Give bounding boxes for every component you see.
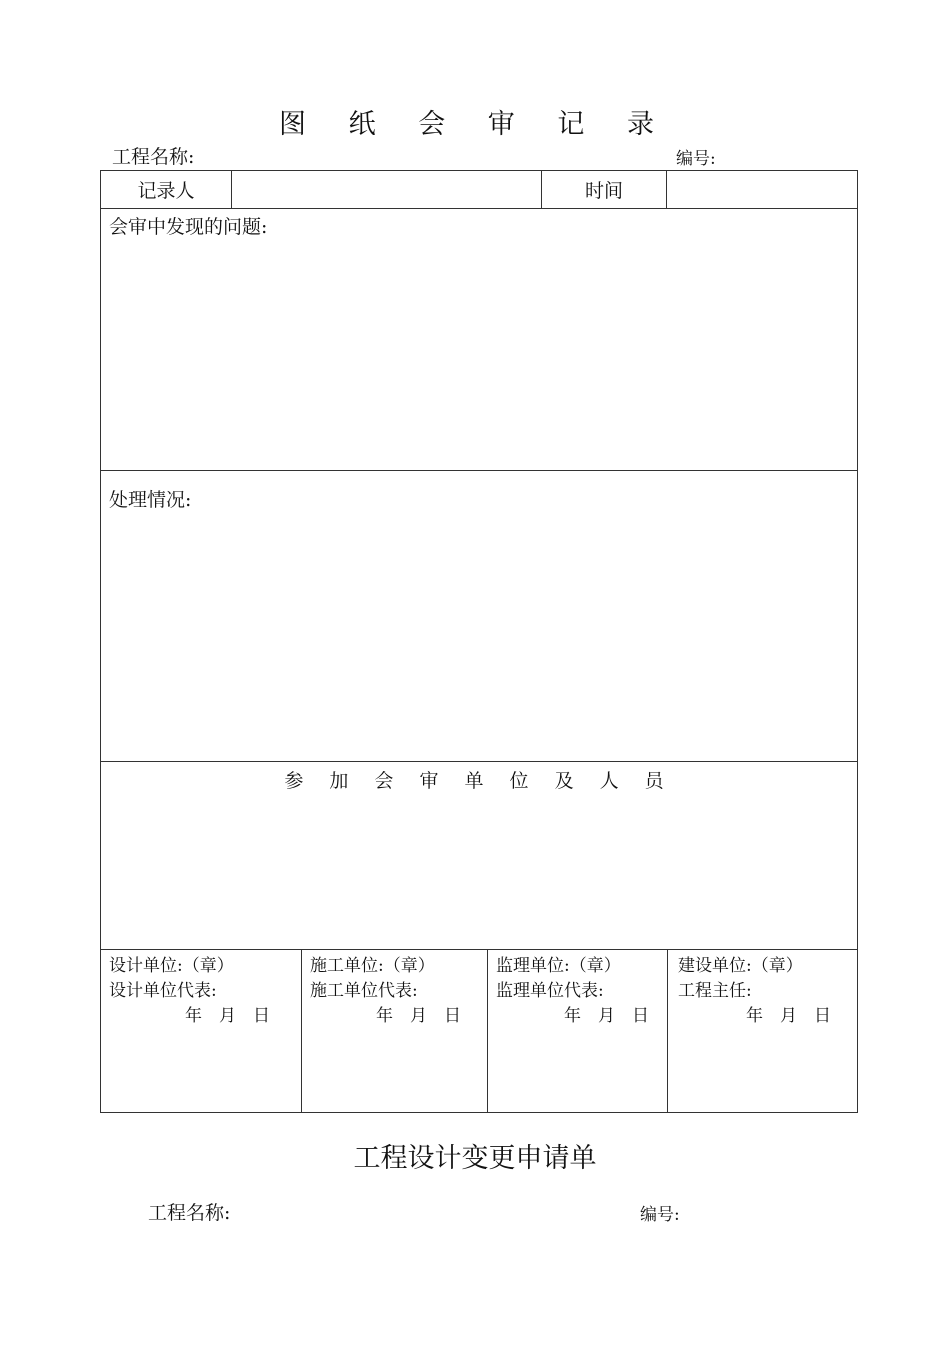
design-date-label: 年 月 日 xyxy=(185,1006,270,1026)
col-divider xyxy=(487,949,488,1113)
issues-label: 会审中发现的问题: xyxy=(109,216,268,238)
time-label: 时间 xyxy=(584,180,623,202)
construction-unit-label: 施工单位:（章） xyxy=(310,956,435,976)
design-unit-label: 设计单位:（章） xyxy=(109,956,234,976)
row-divider xyxy=(100,470,858,471)
supervision-unit-label: 监理单位:（章） xyxy=(496,956,621,976)
col-divider xyxy=(667,949,668,1113)
recorder-label: 记录人 xyxy=(137,180,195,202)
col-divider xyxy=(231,170,232,209)
signature-block-design[interactable] xyxy=(109,954,297,1029)
supervision-date-label: 年 月 日 xyxy=(564,1006,649,1026)
owner-rep-label: 工程主任: xyxy=(678,981,752,1001)
form2-number-label: 编号: xyxy=(640,1205,680,1225)
handling-label: 处理情况: xyxy=(109,489,192,511)
construction-rep-label: 施工单位代表: xyxy=(310,981,418,1001)
design-rep-label: 设计单位代表: xyxy=(109,981,217,1001)
row-divider xyxy=(100,949,858,950)
form-title: 图 纸 会 审 记 录 xyxy=(279,109,671,140)
owner-unit-label: 建设单位:（章） xyxy=(678,956,803,976)
participants-field[interactable] xyxy=(102,795,856,947)
row-divider xyxy=(100,208,858,209)
signature-block-owner[interactable] xyxy=(678,954,854,1029)
construction-date-label: 年 月 日 xyxy=(376,1006,461,1026)
supervision-rep-label: 监理单位代表: xyxy=(496,981,604,1001)
recorder-field[interactable] xyxy=(233,172,539,207)
participants-heading: 参 加 会 审 单 位 及 人 员 xyxy=(284,770,674,792)
signature-block-construction[interactable] xyxy=(310,954,484,1029)
issues-field[interactable] xyxy=(102,238,856,468)
col-divider xyxy=(666,170,667,209)
signature-block-supervision[interactable] xyxy=(496,954,664,1029)
number-label: 编号: xyxy=(676,149,716,169)
form2-project-name-label: 工程名称: xyxy=(148,1202,231,1224)
form2-title: 工程设计变更申请单 xyxy=(353,1143,597,1174)
row-divider xyxy=(100,761,858,762)
project-name-label: 工程名称: xyxy=(112,146,195,168)
time-field[interactable] xyxy=(668,172,856,207)
owner-date-label: 年 月 日 xyxy=(746,1006,831,1026)
col-divider xyxy=(301,949,302,1113)
handling-field[interactable] xyxy=(102,512,856,758)
